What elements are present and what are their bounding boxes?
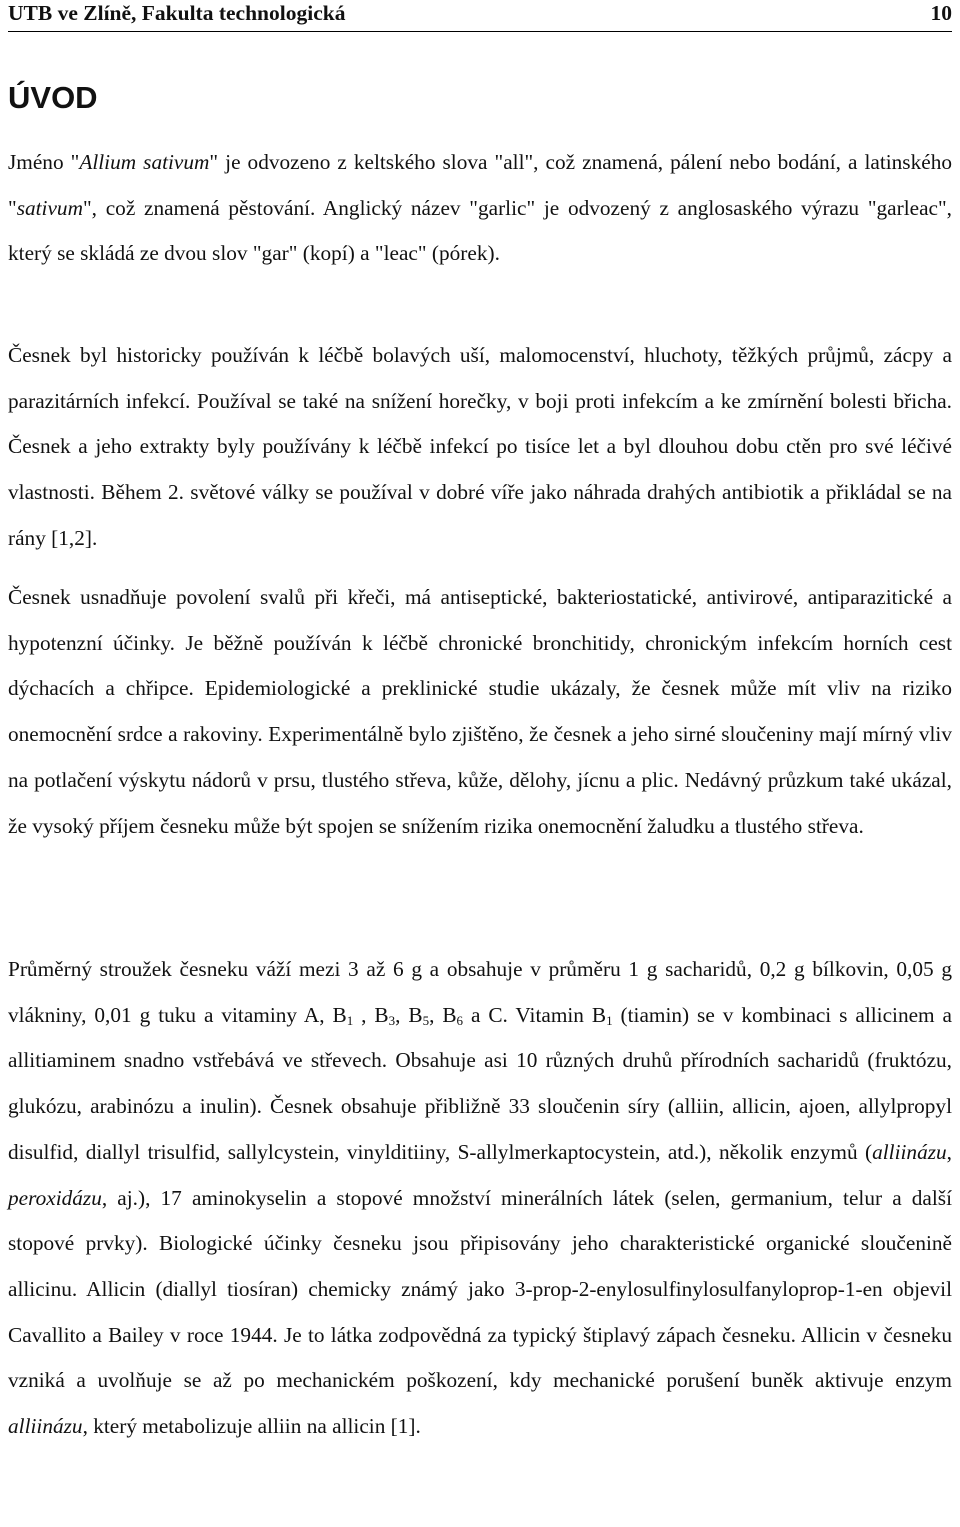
paragraph-effects: Česnek usnadňuje povolení svalů při křeči, má antiseptické, bakteriostatické, antivirové, antiparazitické a hypotenzní účinky. Je běžně používán k léčbě chronické bronchitidy, chronickým infekcím horních cest dýchacích a chřipce. Epidemiologické a preklinické studie ukázaly, že česnek může mít vliv na riziko onemocnění srdce a rakoviny. Experimentálně bylo zjištěno, že česnek a jeho sirné sloučeniny mají mírný vliv na potlačení výskytu nádorů v prsu, tlustého střeva, kůže, dělohy, jícnu a plic. Nedávný průzkum také ukázal, že vysoký příjem česneku může být spojen se snížením rizika onemocnění žaludku a tlustého střeva.	[8, 585, 952, 838]
italic-term: alliinázu	[872, 1139, 947, 1164]
italic-term: sativum	[16, 195, 83, 220]
italic-term: Allium sativum	[79, 150, 210, 174]
paragraph-history: Česnek byl historicky používán k léčbě bolavých uší, malomocenství, hluchoty, těžkých průjmů, zácpy a parazitárních infekcí. Používal se také na snížení horečky, v boji proti infekcím a ke zmírnění bolesti břicha. Česnek a jeho extrakty byly používány k léčbě infekcí po tisíce let a byl dlouhou dobu ctěn pro své léčivé vlastnosti. Během 2. světové války se používal v dobré víře jako náhrada drahých antibiotik a přikládal se na rány [1,2].	[8, 343, 952, 550]
page-header	[8, 0, 952, 32]
header-page-number: 10	[930, 1, 952, 25]
section-title: ÚVOD	[8, 80, 98, 115]
paragraph-composition: Průměrný stroužek česneku váží mezi 3 až 6 g a obsahuje v průměru 1 g sacharidů, 0,2 g bílkovin, 0,05 g vlákniny, 0,01 g tuku a vitaminy A, $B_1$ , $B_3$, $B_5$, $B_6$ a C. Vitamin $B_1$ (tiamin) se v kombinaci s allicinem a allitiaminem snadno vstřebává ve střevech. Obsahuje asi 10 různých druhů přírodních sacharidů (fruktózu, glukózu, arabinózu a inulin). Česnek obsahuje přibližně 33 sloučenin síry (alliin, allicin, ajoen, allylpropyl disulfid, diallyl trisulfid, sallylcystein, vinylditiiny, S-allylmerkaptocystein, atd.), několik enzymů (alliinázu, peroxidázu, aj.), 17 aminokyselin a stopové množství minerálních látek (selen, germanium, telur a další stopové prvky). Biologické účinky česneku jsou připisovány jeho charakteristické organické sloučenině allicinu. Allicin (diallyl tiosíran) chemicky známý jako 3-prop-2-enylosulfinylosulfanyloprop-1-en objevil Cavallito a Bailey v roce 1944. Je to látka zodpovědná za typický štiplavý zápach česneku. Allicin v česneku vzniká a uvolňuje se až po mechanickém poškození, kdy mechanické porušení buněk aktivuje enzym alliinázu, který metabolizuje alliin na allicin [1].	[8, 957, 952, 1439]
paragraph-etymology: Jméno "Allium sativum" je odvozeno z keltského slova "all", což znamená, pálení nebo bodání, a latinského "sativum", což znamená pěstování. Anglický název "garlic" je odvozený z anglosaského výrazu "garleac", který se skládá ze dvou slov "gar" (kopí) a "leac" (pórek).	[8, 150, 952, 266]
italic-term: alliinázu	[8, 1414, 83, 1439]
header-institution: UTB ve Zlíně, Fakulta technologická	[8, 1, 346, 25]
italic-term: peroxidázu	[8, 1185, 102, 1210]
